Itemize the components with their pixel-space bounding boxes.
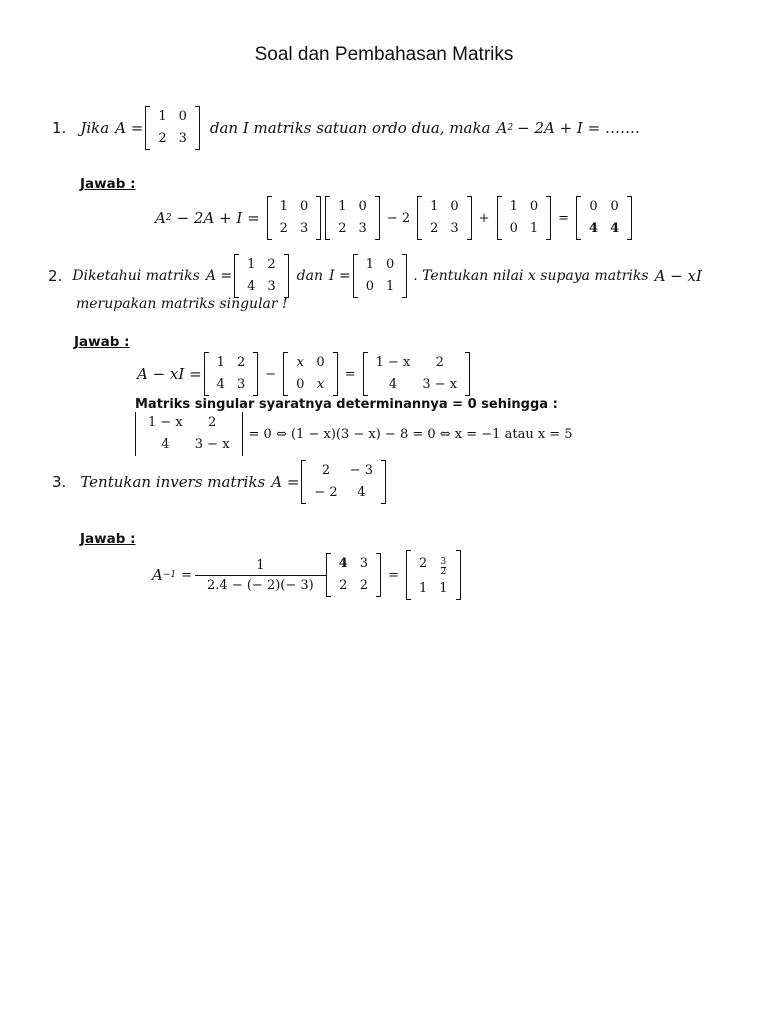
fraction bbox=[201, 558, 320, 593]
matrix-cell: 1 bbox=[509, 199, 518, 214]
matrix-cell bbox=[433, 550, 453, 578]
determinant-line bbox=[133, 412, 573, 456]
operator: − bbox=[265, 366, 277, 382]
determinant bbox=[135, 412, 243, 456]
question-text: A − xI bbox=[654, 267, 702, 285]
matrix-cell: 0 bbox=[365, 279, 374, 294]
question-text: . Tentukan nilai x supaya matriks bbox=[413, 268, 649, 284]
matrix bbox=[145, 106, 200, 150]
answer-lhs-rest: − 2A + I = bbox=[176, 209, 260, 227]
matrix bbox=[497, 196, 552, 240]
matrix-cell: 0 bbox=[509, 221, 518, 236]
problem-3-question bbox=[52, 460, 388, 504]
matrix bbox=[353, 254, 408, 298]
jawab-label: Jawab : bbox=[80, 176, 136, 192]
matrix-cell: 3 bbox=[450, 221, 459, 236]
matrix-cell: 4 bbox=[357, 485, 366, 500]
answer-lhs: A bbox=[152, 566, 163, 584]
jawab-label: Jawab : bbox=[74, 334, 130, 350]
matrix-cell: 2 bbox=[267, 257, 276, 272]
problem-1-answer bbox=[155, 196, 634, 240]
matrix bbox=[326, 553, 381, 597]
question-text: merupakan matriks singular ! bbox=[76, 296, 288, 312]
matrix-cell: 3 bbox=[359, 556, 369, 571]
matrix-cell: 0 bbox=[610, 199, 619, 214]
matrix bbox=[283, 352, 338, 396]
matrix-cell: 0 bbox=[529, 199, 539, 214]
answer-lhs: A bbox=[155, 209, 166, 227]
matrix-cell: 0 bbox=[299, 199, 309, 214]
matrix-cell: 1 bbox=[439, 581, 448, 596]
matrix-cell: 0 bbox=[178, 109, 187, 124]
answer-lhs: A − xI = bbox=[137, 365, 202, 383]
matrix-cell: 3 bbox=[236, 377, 246, 392]
operator: = bbox=[344, 366, 356, 382]
exponent: 2 bbox=[507, 123, 514, 133]
determinant-result: = 0 ⇔ (1 − x)(3 − x) − 8 = 0 ⇔ x = −1 atau x = 5 bbox=[248, 426, 573, 442]
matrix-cell: 2 bbox=[338, 221, 347, 236]
fraction-numerator: 1 bbox=[195, 558, 326, 576]
matrix-cell: 0 bbox=[296, 377, 305, 392]
matrix-cell: 4 bbox=[610, 221, 620, 236]
problem-number: 2. bbox=[48, 267, 63, 285]
matrix-cell: 1 bbox=[418, 581, 428, 596]
matrix-cell: − 2 bbox=[314, 485, 338, 500]
matrix-cell: 3 bbox=[299, 221, 309, 236]
problem-2-answer bbox=[137, 352, 472, 396]
matrix-cell: 0 bbox=[316, 355, 325, 370]
matrix bbox=[363, 352, 471, 396]
matrix-cell: 3 bbox=[358, 221, 367, 236]
question-text: dan bbox=[296, 268, 323, 284]
matrix-cell: 1 bbox=[529, 221, 539, 236]
matrix bbox=[406, 550, 461, 600]
matrix bbox=[417, 196, 472, 240]
fraction-denominator: 2.4 − (− 2)(− 3) bbox=[207, 577, 314, 593]
matrix bbox=[267, 196, 322, 240]
matrix-cell: 3 bbox=[178, 131, 187, 146]
matrix-cell: 2 bbox=[208, 415, 217, 430]
matrix-cell: 2 bbox=[435, 355, 444, 370]
matrix-cell: 1 bbox=[365, 257, 374, 272]
matrix-cell: 2 bbox=[279, 221, 288, 236]
small-fraction bbox=[441, 558, 447, 577]
matrix bbox=[234, 254, 289, 298]
exponent: −1 bbox=[162, 570, 177, 580]
fraction-numerator: 3 bbox=[440, 557, 447, 567]
matrix-cell: 1 bbox=[386, 279, 395, 294]
matrix-cell: 3 − x bbox=[194, 437, 230, 452]
question-text: dan I matriks satuan ordo dua, maka bbox=[209, 119, 491, 137]
matrix-cell: − 3 bbox=[349, 463, 373, 478]
matrix-cell: 2 bbox=[321, 463, 331, 478]
question-text: A bbox=[496, 119, 508, 137]
matrix-cell: 0 bbox=[589, 199, 598, 214]
problem-3-answer bbox=[152, 550, 463, 600]
matrix-cell: 1 bbox=[338, 199, 347, 214]
matrix-cell: 2 bbox=[418, 556, 428, 571]
matrix-cell: x bbox=[296, 355, 304, 370]
matrix bbox=[576, 196, 632, 240]
matrix-cell: 2 bbox=[158, 131, 167, 146]
matrix-cell: 0 bbox=[358, 199, 367, 214]
matrix-cell: 0 bbox=[386, 257, 395, 272]
matrix-cell: 1 bbox=[216, 355, 225, 370]
question-text: I = bbox=[329, 268, 351, 284]
matrix-cell: 1 bbox=[247, 257, 256, 272]
question-text: A = bbox=[271, 473, 300, 491]
matrix-cell: 1 − x bbox=[148, 415, 183, 430]
operator: = bbox=[181, 567, 193, 583]
matrix-cell: 4 bbox=[247, 279, 256, 294]
matrix-cell: x bbox=[316, 377, 325, 392]
problem-number: 3. bbox=[52, 473, 67, 491]
matrix-cell: 2 bbox=[339, 578, 348, 593]
matrix-cell: 4 bbox=[589, 221, 599, 236]
matrix-cell: 4 bbox=[216, 377, 225, 392]
question-text: Diketahui matriks bbox=[72, 268, 200, 284]
matrix-cell: 4 bbox=[388, 377, 398, 392]
matrix-cell: 0 bbox=[450, 199, 459, 214]
operator: − 2 bbox=[386, 210, 411, 226]
matrix-cell: 2 bbox=[359, 578, 369, 593]
matrix-cell: 4 bbox=[338, 556, 348, 571]
question-text: − 2A + I = ……. bbox=[517, 119, 640, 137]
exponent: 2 bbox=[165, 213, 172, 223]
matrix-cell: 1 bbox=[158, 109, 167, 124]
matrix-cell: 4 bbox=[161, 437, 170, 452]
question-text: Jika bbox=[80, 119, 110, 137]
matrix-cell: 1 bbox=[279, 199, 288, 214]
matrix-cell: 1 bbox=[430, 199, 439, 214]
matrix bbox=[325, 196, 380, 240]
matrix-cell: 3 bbox=[267, 279, 276, 294]
problem-2-question bbox=[48, 254, 702, 298]
matrix bbox=[204, 352, 259, 396]
page-title: Soal dan Pembahasan Matriks bbox=[254, 44, 514, 65]
problem-number: 1. bbox=[52, 119, 67, 137]
matrix-cell: 3 − x bbox=[422, 377, 458, 392]
question-text: Tentukan invers matriks bbox=[80, 473, 266, 491]
fraction-denominator: 2 bbox=[440, 567, 447, 577]
matrix bbox=[301, 460, 386, 504]
problem-1-question bbox=[52, 106, 640, 150]
operator: + bbox=[478, 210, 490, 226]
jawab-label: Jawab : bbox=[80, 531, 136, 547]
matrix-cell: 2 bbox=[430, 221, 439, 236]
question-text: A = bbox=[205, 268, 233, 284]
operator: = bbox=[388, 567, 399, 583]
matrix-cell: 2 bbox=[236, 355, 246, 370]
matrix-cell: 1 − x bbox=[375, 355, 411, 370]
operator: = bbox=[558, 210, 570, 226]
question-text: A = bbox=[115, 119, 144, 137]
singular-note: Matriks singular syaratnya determinannya = 0 sehingga : bbox=[135, 397, 558, 412]
